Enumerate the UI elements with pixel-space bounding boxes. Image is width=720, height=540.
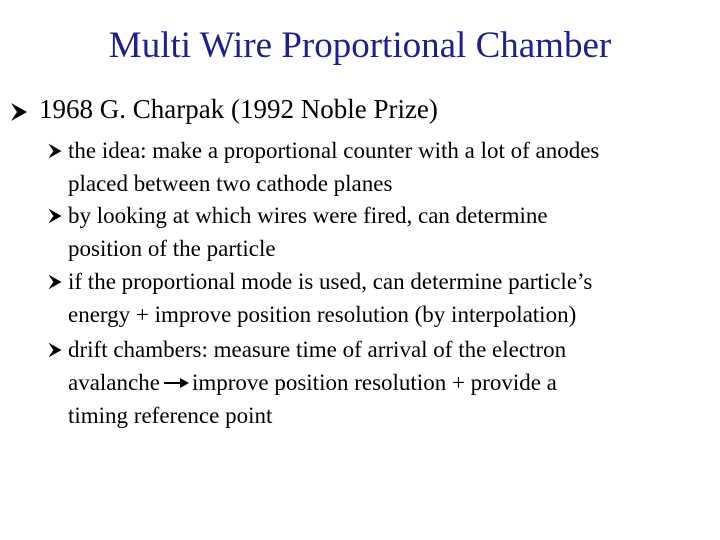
arrow-bullet-icon — [46, 341, 66, 359]
sub-bullet-line: energy + improve position resolution (by interpolation) — [68, 302, 577, 327]
arrow-bullet-icon — [46, 207, 66, 225]
sub-bullet — [46, 333, 718, 432]
sub-bullet-line: drift chambers: measure time of arrival of the electron — [68, 337, 567, 362]
page-title: Multi Wire Proportional Chamber — [108, 25, 612, 66]
sub-bullet-line: position of the particle — [68, 236, 276, 261]
right-arrow-icon — [164, 377, 190, 389]
sub-bullet-line: placed between two cathode planes — [68, 171, 393, 196]
sub-bullet-line — [68, 366, 718, 399]
sub-bullet-line: if the proportional mode is used, can determine particle’s — [68, 269, 593, 294]
arrow-bullet-icon — [46, 142, 66, 160]
sub-bullet — [46, 134, 718, 200]
sub-bullet-text — [68, 199, 718, 265]
sub-bullet-line: by looking at which wires were fired, can determine — [68, 203, 548, 228]
sub-bullet-text — [68, 265, 718, 331]
sub-bullet-text — [68, 333, 718, 432]
main-bullet-text: 1968 G. Charpak (1992 Noble Prize) — [39, 94, 438, 124]
arrow-bullet-icon — [8, 101, 34, 123]
sub-bullet-line: timing reference point — [68, 403, 273, 428]
sub-bullet-fragment: avalanche — [68, 370, 160, 395]
sub-bullet — [46, 265, 718, 331]
sub-bullet — [46, 199, 718, 265]
sub-bullet-fragment: improve position resolution + provide a — [191, 370, 557, 395]
sub-bullet-text — [68, 134, 718, 200]
arrow-bullet-icon — [46, 273, 66, 291]
sub-bullet-line: the idea: make a proportional counter with a lot of anodes — [68, 138, 600, 163]
main-bullet — [8, 93, 438, 125]
